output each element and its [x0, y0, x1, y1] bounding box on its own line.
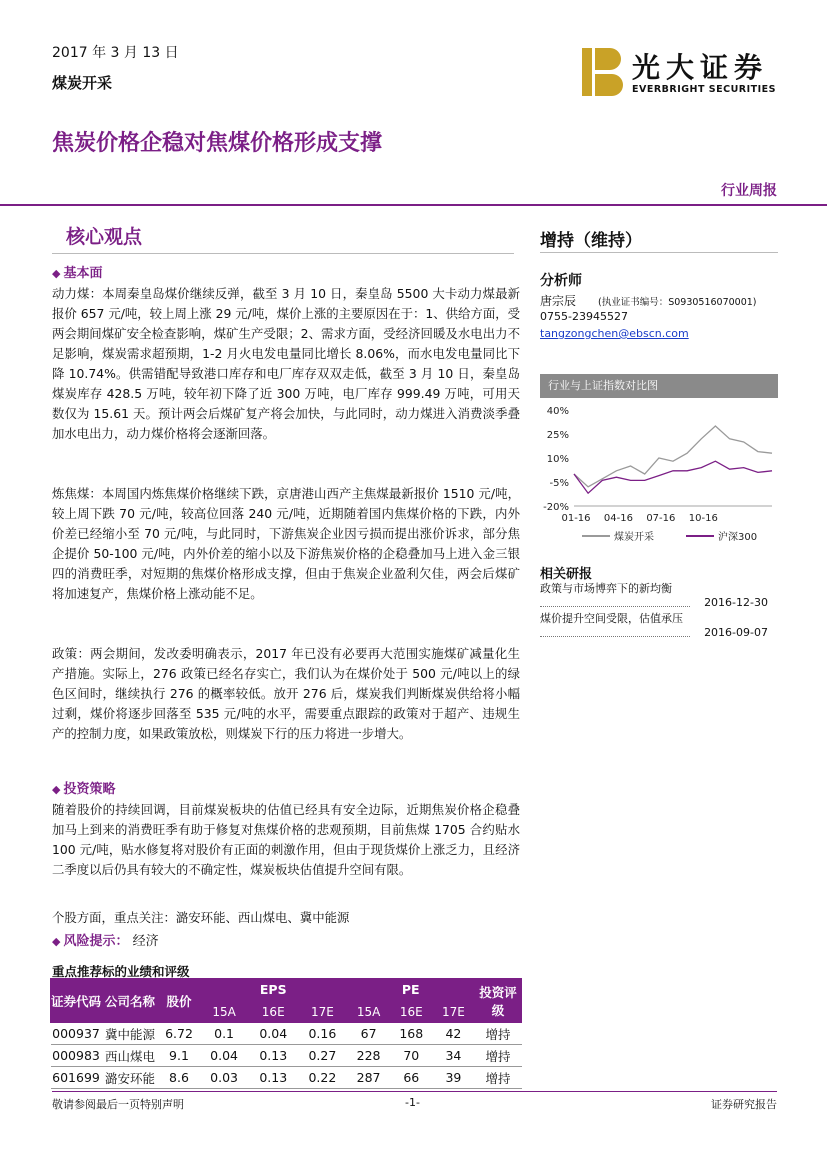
cell-code: 000937 [51, 1023, 102, 1045]
col-year: 15A [347, 1001, 390, 1023]
cell-code: 000983 [51, 1045, 102, 1067]
cell-eps: 0.27 [298, 1045, 347, 1067]
x-tick-label: 04-16 [603, 513, 633, 524]
cell-eps: 0.13 [249, 1067, 298, 1089]
cell-eps: 0.16 [298, 1023, 347, 1045]
legend-label: 煤炭开采 [614, 532, 654, 543]
cell-eps: 0.13 [249, 1045, 298, 1067]
y-tick-label: 10% [546, 454, 569, 465]
analyst-phone: 0755-23945527 [540, 310, 628, 323]
cell-pe: 34 [432, 1045, 474, 1067]
table-row [51, 1045, 522, 1067]
logo-en-text: EVERBRIGHT SECURITIES [632, 84, 776, 95]
col-eps: EPS [200, 979, 347, 1001]
cell-eps: 0.04 [200, 1045, 249, 1067]
para-coking-coal: 炼焦煤：本周国内炼焦煤价格继续下跌，京唐港山西产主焦煤最新报价 1510 元/吨，较上周下跌 70 元/吨，较高位回落 240 元/吨，近期随着国内焦煤价格的下跌，内外价差已经缩小至 70 元/吨，与此同时，下游焦炭企业因亏损而提出涨价诉求，部分焦企提价 50-100 元/吨，内外价差的缩小以及下游焦炭价格的企稳叠加马上进入金三银四的消费旺季，对短期的焦煤价格形成支撑，但由于焦炭企业盈利欠佳，两会后煤矿将加速复产，焦煤价格上涨动能不足。 [52, 486, 520, 601]
x-tick-label: 10-16 [688, 513, 718, 524]
para-thermal-coal: 动力煤：本周秦皇岛煤价继续反弹，截至 3 月 10 日，秦皇岛 5500 大卡动力煤最新报价 657 元/吨，较上周上涨 29 元/吨，煤价上涨的主要原因在于：1、供给方面，受两会期间煤矿安全检查影响，煤矿生产受限；2、需求方面，受经济回暖及水电出力不足影响，煤炭需求超预期，1-2 月火电发电量同比增长 8.06%，而水电发电量同比下降 10.74%。供需错配导致港口库存和电厂库存双双走低，截至 3 月 10 日，秦皇岛煤炭库存 428.5 万吨，较年初下降了近 300 万吨，电厂库存 999.49 万吨，可用天数仅为 15.61 天。预计两会后煤矿复产将会加快，与此同时，动力煤进入消费淡季叠加水电出力，动力煤价格将会逐渐回落。 [52, 286, 520, 441]
col-year: 16E [249, 1001, 298, 1023]
cell-pe: 228 [347, 1045, 390, 1067]
col-year: 15A [200, 1001, 249, 1023]
y-tick-label: -5% [549, 478, 569, 489]
table-row [51, 1023, 522, 1045]
related-item-title[interactable]: 煤价提升空间受限，估值承压 [540, 612, 683, 625]
diamond-icon: ◆ [52, 783, 61, 796]
diamond-icon: ◆ [52, 267, 61, 280]
performance-chart [540, 402, 778, 550]
related-item-date: 2016-12-30 [704, 596, 768, 609]
chart-header: 行业与上证指数对比图 [540, 374, 778, 398]
col-price: 股价 [159, 979, 200, 1023]
analyst-email-link[interactable]: tangzongchen@ebscn.com [540, 327, 689, 340]
cell-rating: 增持 [475, 1023, 522, 1045]
rating-divider [540, 252, 778, 253]
footer-divider [52, 1091, 777, 1092]
cell-pe: 287 [347, 1067, 390, 1089]
footer-disclaimer: 敬请参阅最后一页特别声明 [52, 1098, 184, 1111]
core-view-divider [52, 253, 514, 254]
investment-rating: 增持（维持） [540, 231, 642, 251]
cell-pe: 70 [390, 1045, 432, 1067]
risk-text: 经济 [132, 934, 159, 949]
cell-name: 潞安环能 [102, 1067, 159, 1089]
cell-price: 8.6 [159, 1067, 200, 1089]
col-year: 17E [298, 1001, 347, 1023]
col-code: 证券代码 [51, 979, 102, 1023]
analyst-heading: 分析师 [540, 273, 582, 289]
analyst-cert: (执业证书编号：S0930516070001) [598, 297, 757, 308]
related-research-heading: 相关研报 [540, 567, 593, 582]
para-stock-picks: 个股方面，重点关注：潞安环能、西山煤电、冀中能源 [52, 910, 350, 925]
series-line-1 [574, 461, 772, 493]
analyst-name: 唐宗辰 [540, 294, 577, 308]
company-logo [582, 46, 782, 102]
table-row [51, 1067, 522, 1089]
cell-rating: 增持 [475, 1067, 522, 1089]
series-line-0 [574, 426, 772, 487]
cell-name: 冀中能源 [102, 1023, 159, 1045]
cell-rating: 增持 [475, 1045, 522, 1067]
recommendation-table [50, 978, 522, 1089]
related-item-date: 2016-09-07 [704, 626, 768, 639]
para-policy: 政策：两会期间，发改委明确表示，2017 年已没有必要再大范围实施煤矿减量化生产措施。实际上，276 政策已经名存实亡，我们认为在煤价处于 500 元/吨以上的绿色区间时，继续执行 276 的概率较低。放开 276 后，煤炭我们判断煤炭供给将小幅过剩，煤价将逐步回落至 535 元/吨的水平，需要重点跟踪的政策对于超产、违规生产的控制力度，如果政策放松，则煤炭下行的压力将进一步增大。 [52, 646, 520, 741]
cell-eps: 0.1 [200, 1023, 249, 1045]
cell-eps: 0.03 [200, 1067, 249, 1089]
col-name: 公司名称 [102, 979, 159, 1023]
footer-label: 证券研究报告 [711, 1098, 777, 1111]
report-date: 2017 年 3 月 13 日 [52, 45, 179, 61]
cell-eps: 0.22 [298, 1067, 347, 1089]
cell-pe: 66 [390, 1067, 432, 1089]
logo-cn-text: 光大证券 [632, 51, 769, 84]
cell-name: 西山煤电 [102, 1045, 159, 1067]
report-title: 焦炭价格企稳对焦煤价格形成支撑 [52, 131, 383, 156]
col-year: 16E [390, 1001, 432, 1023]
cell-pe: 39 [432, 1067, 474, 1089]
cell-price: 6.72 [159, 1023, 200, 1045]
y-tick-label: -20% [543, 502, 569, 513]
col-rating: 投资评级 [475, 979, 522, 1023]
para-strategy: 随着股价的持续回调，目前煤炭板块的估值已经具有安全边际，近期焦炭价格企稳叠加马上到来的消费旺季有助于修复对焦煤价格的悲观预期，目前焦煤 1705 合约贴水 100 元/吨，贴水修复将对股价有正面的刺激作用，但由于现货煤价上涨乏力，且经济二季度以后仍具有较大的不确定性，煤炭板块估值提升空间有限。 [52, 802, 520, 877]
cell-eps: 0.04 [249, 1023, 298, 1045]
page-number: -1- [405, 1096, 420, 1109]
cell-code: 601699 [51, 1067, 102, 1089]
cell-pe: 42 [432, 1023, 474, 1045]
sector-label: 煤炭开采 [52, 74, 113, 92]
basics-heading: ◆ 基本面 [52, 266, 103, 281]
strategy-heading: ◆ 投资策略 [52, 782, 116, 797]
x-tick-label: 07-16 [646, 513, 676, 524]
y-tick-label: 40% [546, 406, 569, 417]
cell-pe: 168 [390, 1023, 432, 1045]
diamond-icon: ◆ [52, 935, 61, 948]
x-tick-label: 01-16 [561, 513, 591, 524]
legend-label: 沪深300 [718, 532, 758, 543]
core-view-title: 核心观点 [66, 226, 143, 248]
col-pe: PE [347, 979, 475, 1001]
cell-pe: 67 [347, 1023, 390, 1045]
report-type: 行业周报 [721, 183, 777, 199]
related-item-title[interactable]: 政策与市场博弈下的新均衡 [540, 582, 672, 595]
cell-price: 9.1 [159, 1045, 200, 1067]
header-divider [0, 204, 827, 206]
y-tick-label: 25% [546, 430, 569, 441]
table-title: 重点推荐标的业绩和评级 [52, 964, 190, 979]
col-year: 17E [432, 1001, 474, 1023]
risk-line: ◆ 风险提示： 经济 [52, 934, 159, 949]
logo-mark-icon [582, 48, 626, 96]
